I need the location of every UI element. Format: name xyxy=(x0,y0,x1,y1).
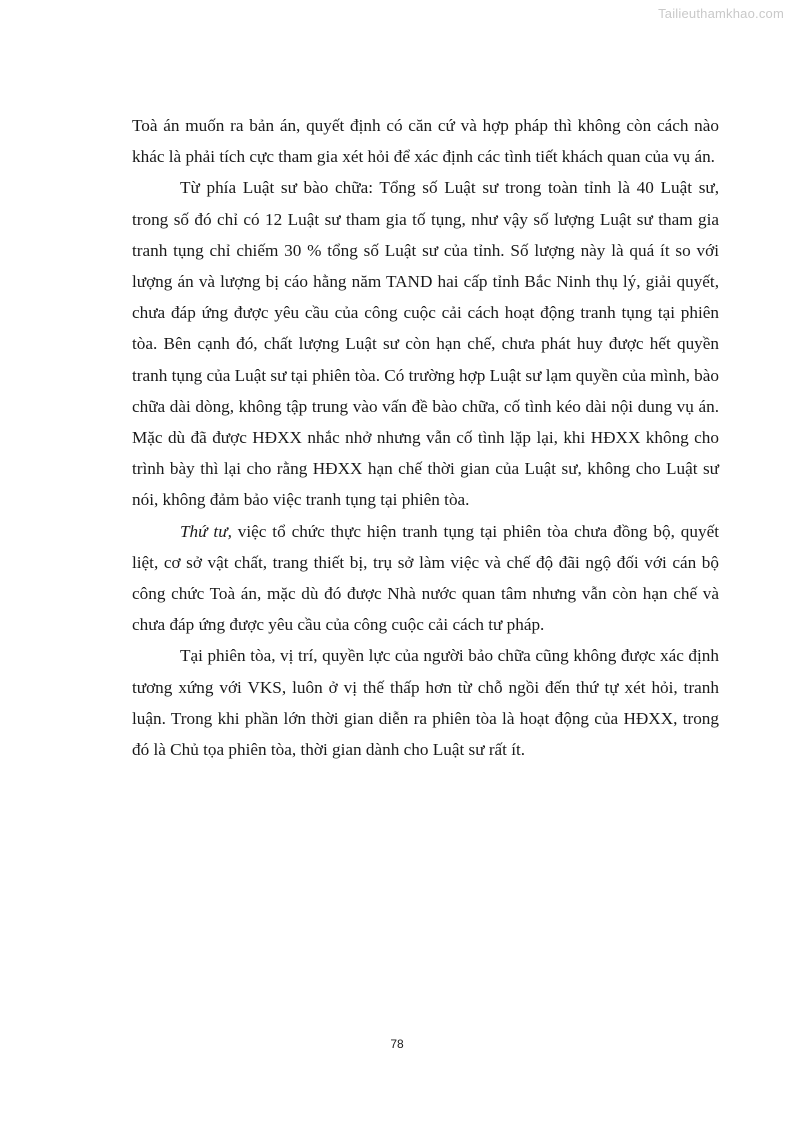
paragraph-lead-italic: Thứ tư, xyxy=(180,521,232,541)
watermark: Tailieuthamkhao.com xyxy=(658,6,784,21)
paragraph-fourth-point-text: việc tổ chức thực hiện tranh tụng tại phiên tòa chưa đồng bộ, quyết liệt, cơ sở vật chất, trang thiết bị, trụ sở làm việc và chế độ đãi ngộ đối với cán bộ công chức Toà án, mặc dù đó được Nhà nước quan tâm nhưng vẫn còn hạn chế và chưa đáp ứng được yêu cầu của công cuộc cải cách tư pháp. xyxy=(132,521,719,635)
paragraph-courtroom-position: Tại phiên tòa, vị trí, quyền lực của người bảo chữa cũng không được xác định tương xứng với VKS, luôn ở vị thế thấp hơn từ chỗ ngồi đến thứ tự xét hỏi, tranh luận. Trong khi phần lớn thời gian diễn ra phiên tòa là hoạt động của HĐXX, trong đó là Chủ tọa phiên tòa, thời gian dành cho Luật sư rất ít. xyxy=(132,646,719,760)
page-number: 78 xyxy=(390,1037,404,1051)
paragraph-fourth-point xyxy=(132,516,719,641)
paragraph-continuation: Toà án muốn ra bản án, quyết định có căn cứ và hợp pháp thì không còn cách nào khác là phải tích cực tham gia xét hỏi để xác định các tình tiết khách quan của vụ án. xyxy=(132,116,719,167)
paragraph-lawyer-defense: Từ phía Luật sư bào chữa: Tổng số Luật sư trong toàn tỉnh là 40 Luật sư, trong số đó chỉ có 12 Luật sư tham gia tố tụng, như vậy số lượng Luật sư tham gia tranh tụng chỉ chiếm 30 % tổng số Luật sư của tỉnh. Số lượng này là quá ít so với lượng án và lượng bị cáo hằng năm TAND hai cấp tỉnh Bắc Ninh thụ lý, giải quyết, chưa đáp ứng được yêu cầu của công cuộc cải cách hoạt động tranh tụng tại phiên tòa. Bên cạnh đó, chất lượng Luật sư còn hạn chế, chưa phát huy được hết quyền tranh tụng của Luật sư tại phiên tòa. Có trường hợp Luật sư lạm quyền của mình, bào chữa dài dòng, không tập trung vào vấn đề bào chữa, cố tình kéo dài nội dung vụ án. Mặc dù đã được HĐXX nhắc nhở nhưng vẫn cố tình lặp lại, khi HĐXX không cho trình bày thì lại cho rằng HĐXX hạn chế thời gian của Luật sư, không cho Luật sư nói, không đảm bảo việc tranh tụng tại phiên tòa. xyxy=(132,178,719,510)
document-body xyxy=(132,110,719,765)
